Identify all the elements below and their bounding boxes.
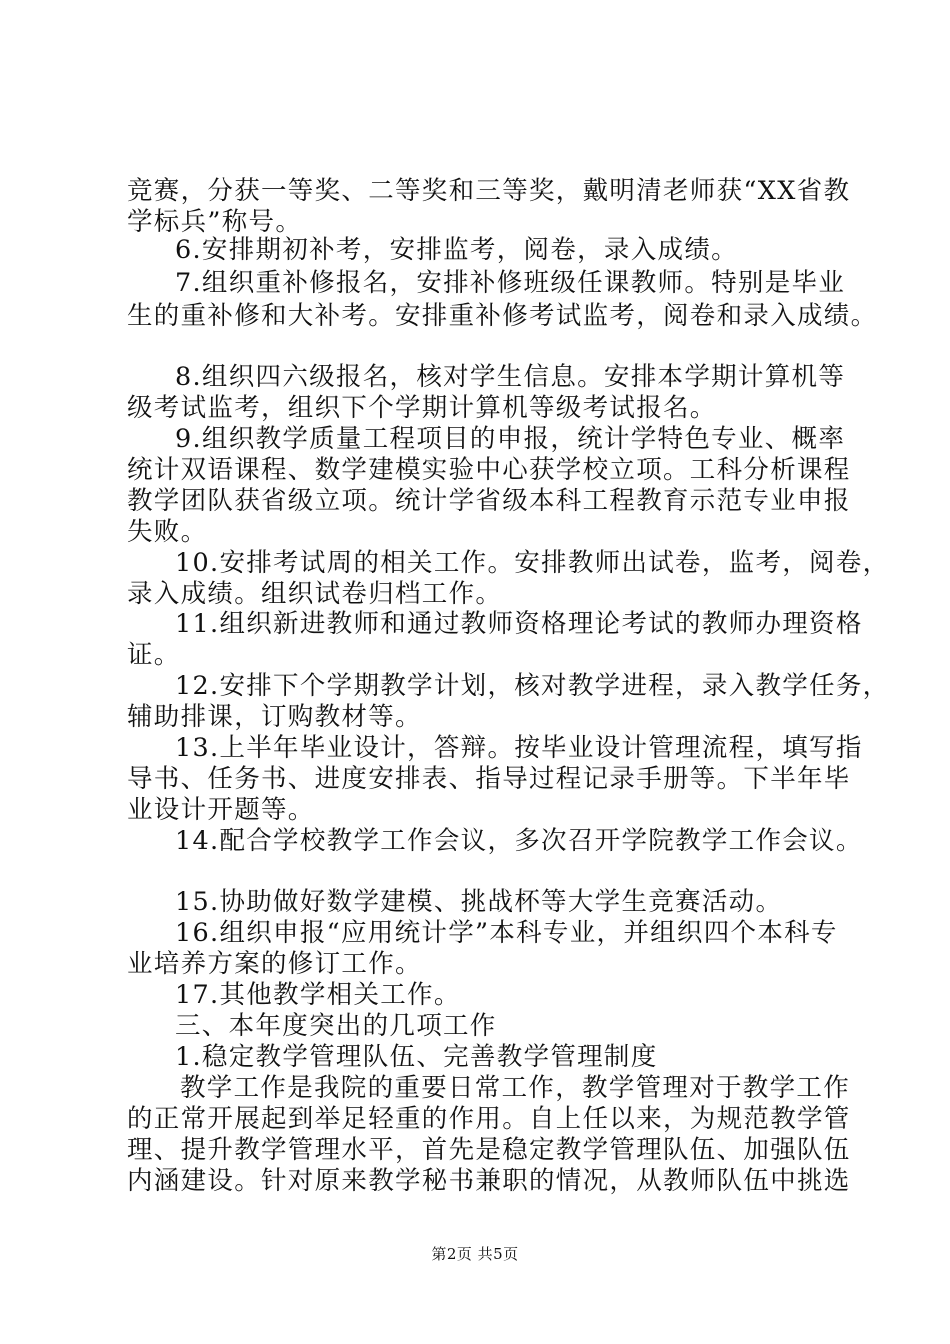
text-line: 11.组织新进教师和通过教师资格理论考试的教师办理资格 (175, 609, 863, 639)
text-line: 9.组织教学质量工程项目的申报，统计学特色专业、概率 (175, 424, 846, 454)
text-line: 证。 (127, 640, 181, 670)
text-line: 6.安排期初补考，安排监考，阅卷，录入成绩。 (175, 235, 738, 265)
text-line: 生的重补修和大补考。安排重补修考试监考，阅卷和录入成绩。 (127, 301, 878, 331)
text-line: 14.配合学校教学工作会议，多次召开学院教学工作会议。 (175, 826, 863, 856)
text-line: 导书、任务书、进度安排表、指导过程记录手册等。下半年毕 (127, 764, 851, 794)
text-line: 录入成绩。组织试卷归档工作。 (127, 579, 503, 609)
text-line: 学标兵”称号。 (127, 207, 303, 237)
text-line: 的正常开展起到举足轻重的作用。自上任以来，为规范教学管 (127, 1104, 851, 1134)
subsection-heading: 1.稳定教学管理队伍、完善教学管理制度 (175, 1042, 658, 1072)
text-line: 内涵建设。针对原来教学秘书兼职的情况，从教师队伍中挑选 (127, 1166, 851, 1196)
text-line: 级考试监考，组织下个学期计算机等级考试报名。 (127, 393, 717, 423)
page-footer: 第2页 共5页 (431, 1245, 519, 1263)
text-line: 8.组织四六级报名，核对学生信息。安排本学期计算机等 (175, 362, 846, 392)
text-line: 辅助排课，订购教材等。 (127, 702, 422, 732)
text-line: 业培养方案的修订工作。 (127, 949, 422, 979)
text-line: 统计双语课程、数学建模实验中心获学校立项。工科分析课程 (127, 455, 851, 485)
text-line: 15.协助做好数学建模、挑战杯等大学生竞赛活动。 (175, 887, 783, 917)
text-line: 失败。 (127, 517, 208, 547)
text-line: 13.上半年毕业设计，答辩。按毕业设计管理流程，填写指 (175, 733, 863, 763)
text-line: 竞赛，分获一等奖、二等奖和三等奖，戴明清老师获“XX省教 (127, 176, 851, 206)
section-heading: 三、本年度突出的几项工作 (175, 1011, 497, 1041)
text-line: 教学团队获省级立项。统计学省级本科工程教育示范专业申报 (127, 486, 851, 516)
text-line: 7.组织重补修报名，安排补修班级任课教师。特别是毕业 (175, 268, 846, 298)
text-line: 16.组织申报“应用统计学”本科专业，并组织四个本科专 (175, 918, 838, 948)
text-line: 10.安排考试周的相关工作。安排教师出试卷，监考，阅卷， (175, 548, 890, 578)
text-line: 17.其他教学相关工作。 (175, 980, 461, 1010)
text-line: 业设计开题等。 (127, 795, 315, 825)
text-line: 理、提升教学管理水平，首先是稳定教学管理队伍、加强队伍 (127, 1135, 851, 1165)
text-line: 教学工作是我院的重要日常工作，教学管理对于教学工作 (180, 1073, 851, 1103)
text-line: 12.安排下个学期教学计划，核对教学进程，录入教学任务， (175, 671, 890, 701)
